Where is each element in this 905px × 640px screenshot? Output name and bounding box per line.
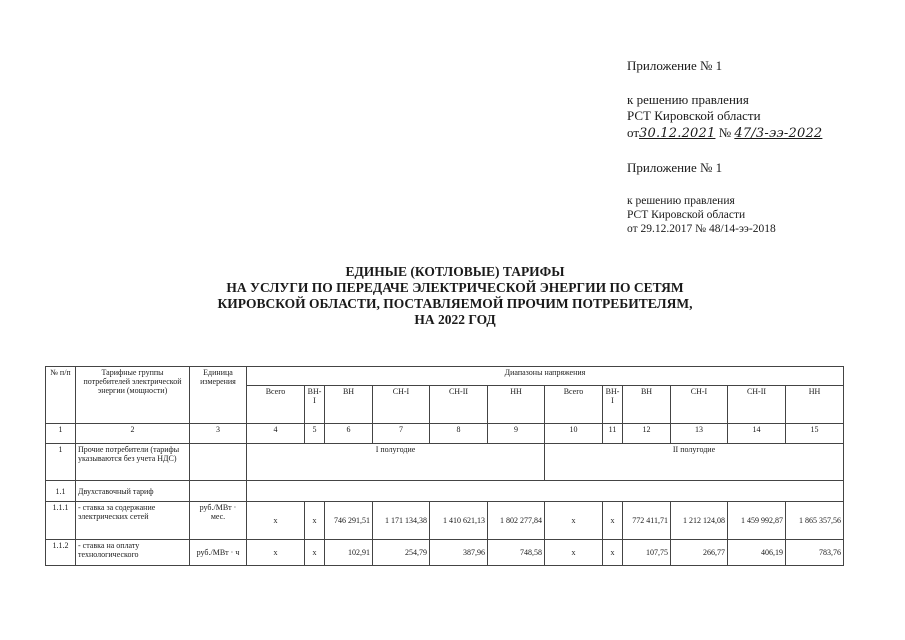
row112-name: - ставка на оплату технологического [76, 540, 190, 566]
row111-unit: руб./МВт · мес. [190, 502, 247, 540]
subheader: НН [488, 386, 545, 424]
title-line2: НА УСЛУГИ ПО ПЕРЕДАЧЕ ЭЛЕКТРИЧЕСКОЙ ЭНЕРГИИ ПО СЕТЯМ [226, 280, 684, 295]
annex-old-line1: к решению правления [627, 195, 735, 207]
header-unit: Единица измерения [190, 367, 247, 424]
col-number: 6 [325, 424, 373, 444]
subheader: ВН [325, 386, 373, 424]
col-number: 13 [671, 424, 728, 444]
row112-unit: руб./МВт · ч [190, 540, 247, 566]
header-num: № п/п [46, 367, 76, 424]
row111-value: 746 291,51 [325, 502, 373, 540]
row111-name: - ставка за содержание электрических сетей [76, 502, 190, 540]
col-number: 14 [728, 424, 786, 444]
subheader: СН-I [373, 386, 430, 424]
row111-value: 1 802 277,84 [488, 502, 545, 540]
col-number: 4 [247, 424, 305, 444]
row111-num: 1.1.1 [46, 502, 76, 540]
annex-new-line2: РСТ Кировской области [627, 108, 761, 123]
row111-value: 1 410 621,13 [430, 502, 488, 540]
annex-new-title: Приложение № 1 [627, 58, 723, 73]
col-number: 8 [430, 424, 488, 444]
row112-value: 107,75 [623, 540, 671, 566]
row111-value: x [247, 502, 305, 540]
row11-empty [247, 481, 844, 502]
subheader: СН-II [430, 386, 488, 424]
col-number: 2 [76, 424, 190, 444]
col-number: 9 [488, 424, 545, 444]
annex-new-date: 30.12.2021 [639, 126, 716, 141]
title-line3: КИРОВСКОЙ ОБЛАСТИ, ПОСТАВЛЯЕМОЙ ПРОЧИМ ПОТРЕБИТЕЛЯМ, [217, 296, 693, 311]
row11-num: 1.1 [46, 481, 76, 502]
annex-new-line1: к решению правления [627, 92, 749, 107]
row112-value: 266,77 [671, 540, 728, 566]
annex-old-title: Приложение № 1 [627, 160, 723, 175]
row11-unit [190, 481, 247, 502]
subheader: СН-I [671, 386, 728, 424]
col-number: 3 [190, 424, 247, 444]
half1-label: I полугодие [247, 444, 545, 481]
row11-name: Двухставочный тариф [76, 481, 190, 502]
row111-value: x [603, 502, 623, 540]
header-ranges: Диапазоны напряжения [247, 367, 844, 386]
row112-value: 387,96 [430, 540, 488, 566]
col-number: 7 [373, 424, 430, 444]
tariff-table [45, 366, 844, 566]
row112-num: 1.1.2 [46, 540, 76, 566]
title-line1: ЕДИНЫЕ (КОТЛОВЫЕ) ТАРИФЫ [345, 264, 565, 279]
col-number: 12 [623, 424, 671, 444]
annex-old-line3: от 29.12.2017 № 48/14-ээ-2018 [627, 223, 776, 235]
row112-value: 748,58 [488, 540, 545, 566]
row112-value: x [545, 540, 603, 566]
row112-value: 102,91 [325, 540, 373, 566]
col-number: 1 [46, 424, 76, 444]
row112-value: x [247, 540, 305, 566]
subheader: ВН-I [603, 386, 623, 424]
subheader: СН-II [728, 386, 786, 424]
annex-new-decision [627, 125, 822, 142]
title-line4: НА 2022 ГОД [414, 312, 496, 327]
row111-value: x [545, 502, 603, 540]
annex-new-no-sign: № [718, 125, 732, 140]
half2-label: II полугодие [545, 444, 844, 481]
annex-old-line2: РСТ Кировской области [627, 209, 746, 221]
header-group: Тарифные группы потребителей электрической энергии (мощности) [76, 367, 190, 424]
subheader: ВН [623, 386, 671, 424]
row111-value: 772 411,71 [623, 502, 671, 540]
row112-value: x [305, 540, 325, 566]
row111-value: 1 212 124,08 [671, 502, 728, 540]
document-title [150, 264, 760, 328]
col-number: 10 [545, 424, 603, 444]
row111-value: 1 865 357,56 [786, 502, 844, 540]
subheader: ВН-I [305, 386, 325, 424]
col-number: 11 [603, 424, 623, 444]
row111-value: 1 459 992,87 [728, 502, 786, 540]
row1-name: Прочие потребители (тарифы указываются без учета НДС) [76, 444, 190, 481]
row1-num: 1 [46, 444, 76, 481]
row112-value: 783,76 [786, 540, 844, 566]
subheader: Всего [247, 386, 305, 424]
subheader: НН [786, 386, 844, 424]
row111-value: x [305, 502, 325, 540]
annex-new-prefix: от [627, 125, 640, 140]
row111-value: 1 171 134,38 [373, 502, 430, 540]
annex-new-number: 47/3-ээ-2022 [734, 126, 823, 141]
row112-value: 406,19 [728, 540, 786, 566]
col-number: 15 [786, 424, 844, 444]
subheader: Всего [545, 386, 603, 424]
col-number: 5 [305, 424, 325, 444]
row112-value: 254,79 [373, 540, 430, 566]
row1-unit [190, 444, 247, 481]
row112-value: x [603, 540, 623, 566]
